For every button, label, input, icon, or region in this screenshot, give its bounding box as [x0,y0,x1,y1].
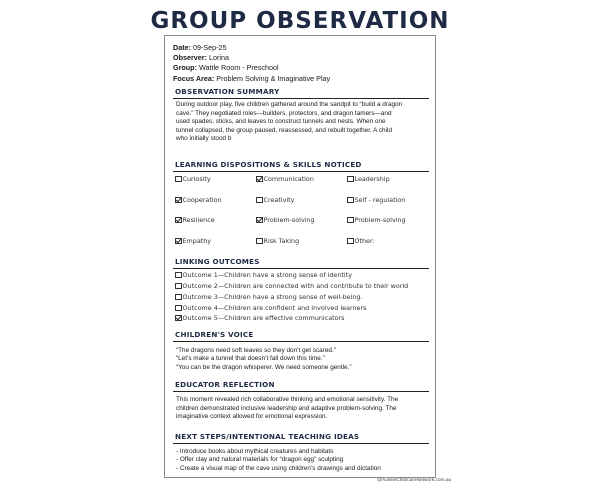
disposition-label: Other: [354,237,375,245]
next-step-item: - Introduce books about mythical creatures and habitats [176,448,334,455]
footer-credit: @AussieChildcareNetwork.com.au [377,478,452,483]
summary-line: cave.” They negotiated roles—builders, protectors, and dragon tamers—and [176,109,392,117]
checkbox-icon[interactable] [347,197,354,204]
disposition-label: Problem-solving [354,216,406,224]
reflection-text [176,396,422,422]
reflection-line: imaginative context allowed for emotional expression. [176,413,328,421]
disposition-risk-taking[interactable] [256,237,299,245]
disposition-cooperation[interactable] [175,196,222,204]
outcome-label: Outcome 5—Children are effective communicators [182,314,345,322]
observer-label: Observer: [173,53,207,63]
disposition-creativity[interactable] [256,196,294,204]
next-steps-list [176,448,381,473]
disposition-leadership[interactable] [347,175,390,183]
next-steps-rule [173,443,429,444]
disposition-label: Risk Taking [263,237,300,245]
summary-line: who initially stood b [176,135,232,143]
disposition-curiosity[interactable] [175,175,211,183]
next-step-item: - Offer clay and natural materials for “dragon egg” sculpting [176,456,344,464]
group-row [173,63,330,73]
outcome-3[interactable] [175,293,363,301]
group-value: Wattle Room - Preschool [198,63,279,73]
dispositions-heading: LEARNING DISPOSITIONS & SKILLS NOTICED [175,160,362,169]
next-steps-heading: NEXT STEPS/INTENTIONAL TEACHING IDEAS [175,432,360,441]
checkbox-icon[interactable] [175,176,182,183]
disposition-label: Empathy [182,237,212,245]
checkbox-icon[interactable] [347,238,354,245]
outcome-2[interactable] [175,282,408,290]
disposition-label: Problem-solving [263,216,315,224]
disposition-label: Creativity [263,196,295,204]
reflection-line: This moment revealed rich collaborative thinking and emotional sensitivity. The [176,396,399,403]
outcome-label: Outcome 1—Children have a strong sense of identity [182,271,352,279]
disposition-label: Cooperation [182,196,222,204]
voice-quotes [176,347,352,372]
checkbox-checked-icon[interactable] [256,217,263,224]
focus-row [173,74,330,84]
checkbox-checked-icon[interactable] [175,238,182,245]
page-title: GROUP OBSERVATION [150,8,450,34]
disposition-problem-solving-2[interactable] [347,216,406,224]
disposition-label: Curiosity [182,175,211,183]
checkbox-icon[interactable] [256,238,263,245]
disposition-label: Leadership [354,175,390,183]
reflection-heading: EDUCATOR REFLECTION [175,380,275,389]
checkbox-icon[interactable] [175,283,182,290]
outcome-1[interactable] [175,271,352,279]
checkbox-icon[interactable] [175,305,182,312]
next-step-item: - Create a visual map of the cave using children’s drawings and dictation [176,464,381,472]
disposition-resilience[interactable] [175,216,215,224]
voice-heading: CHILDREN'S VOICE [175,330,254,339]
observer-value: Lorina [208,53,229,63]
summary-line: used spades, sticks, and leaves to construct tunnels and nests. When one [176,118,386,126]
observer-row [173,53,330,63]
checkbox-checked-icon[interactable] [175,315,182,322]
disposition-communication[interactable] [256,175,314,183]
outcome-5[interactable] [175,314,345,322]
summary-line: tunnel collapsed, the group paused, reassessed, and rebuilt together. A child [176,126,393,134]
outcome-label: Outcome 2—Children are connected with and contribute to their world [182,282,409,290]
date-row [173,43,330,53]
outcomes-heading: LINKING OUTCOMES [175,257,260,266]
disposition-label: Self - regulation [354,196,406,204]
disposition-label: Communication [263,175,314,183]
dispositions-rule [173,171,429,172]
date-value: 09-Sep-25 [192,43,227,52]
summary-text [176,101,422,144]
summary-rule [173,98,429,99]
checkbox-icon[interactable] [347,217,354,224]
disposition-problem-solving[interactable] [256,216,315,224]
summary-heading: OBSERVATION SUMMARY [175,87,280,96]
disposition-empathy[interactable] [175,237,211,245]
checkbox-checked-icon[interactable] [256,176,263,183]
voice-quote: “Let’s make a tunnel that doesn’t fall down this time.” [176,355,325,363]
summary-line: During outdoor play, five children gathered around the sandpit to “build a dragon [176,101,403,108]
disposition-label: Resilience [182,216,215,224]
focus-label: Focus Area: [173,73,215,83]
disposition-self-regulation[interactable] [347,196,405,204]
meta-block [173,43,330,84]
outcome-4[interactable] [175,304,366,312]
checkbox-icon[interactable] [256,197,263,204]
focus-value: Problem Solving & Imaginative Play [216,73,331,83]
checkbox-checked-icon[interactable] [175,197,182,204]
checkbox-checked-icon[interactable] [175,217,182,224]
voice-quote: “You can be the dragon whisperer. We need someone gentle.” [176,363,352,371]
voice-quote: “The dragons need soft leaves so they don’t get scared.” [176,347,336,354]
reflection-rule [173,391,429,392]
group-label: Group: [173,63,197,73]
voice-rule [173,341,429,342]
checkbox-icon[interactable] [175,294,182,301]
checkbox-icon[interactable] [175,272,182,279]
date-label: Date: [173,43,191,52]
outcomes-rule [173,268,429,269]
outcome-label: Outcome 4—Children are confident and involved learners [182,304,367,312]
checkbox-icon[interactable] [347,176,354,183]
reflection-line: children demonstrated inclusive leadership and adaptive problem-solving. The [176,404,397,412]
outcome-label: Outcome 3—Children have a strong sense of well-being. [182,293,363,301]
disposition-other[interactable] [347,237,375,245]
